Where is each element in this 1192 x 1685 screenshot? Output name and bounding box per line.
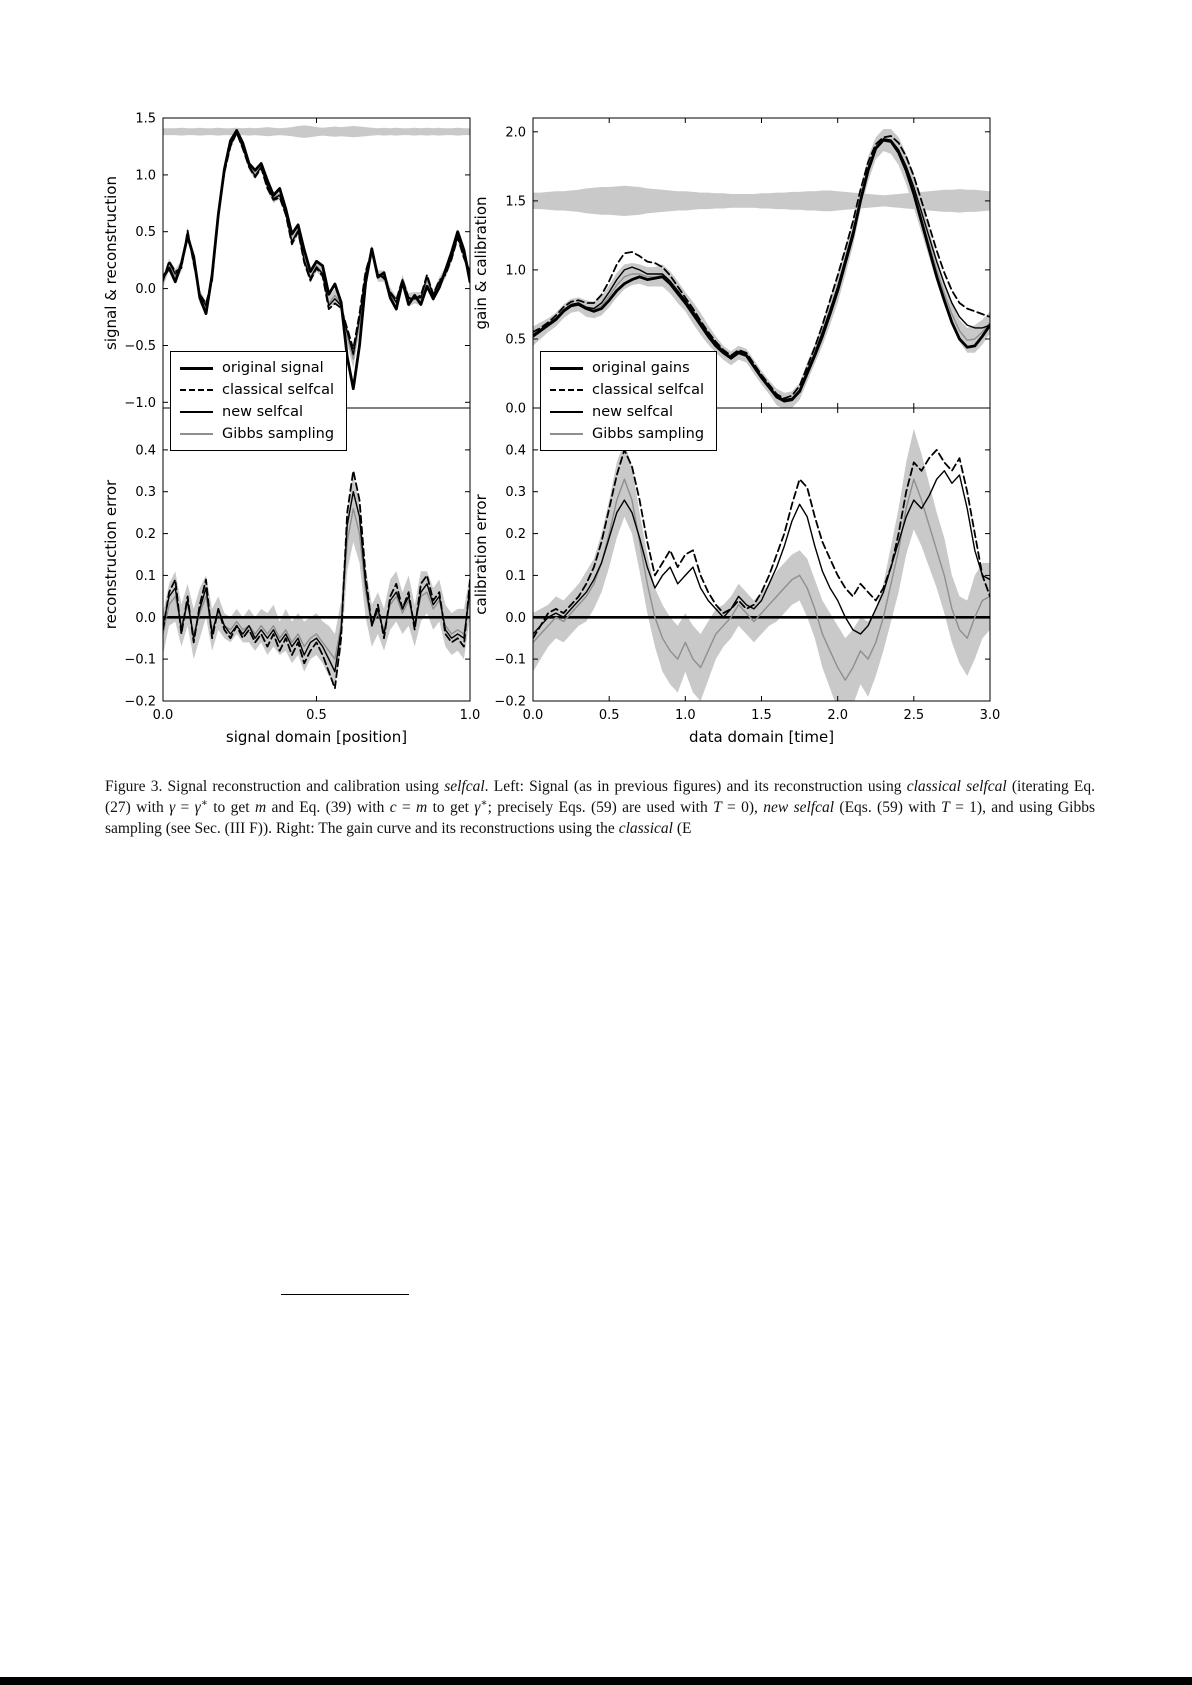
legend-label: original gains [592,360,690,376]
y-tick-label: 0.0 [505,401,526,417]
calibration_error-gibbs-band [533,429,990,722]
legend-signal_reconstruction [170,351,347,451]
reconstruction_error-plot [102,408,480,746]
caption-segment: Figure 3. Signal reconstruction and calibration using [105,777,445,795]
caption-segment: T [713,798,722,816]
legend-line-sample-thin [550,411,583,413]
calibration_error-ylabel: calibration error [472,494,490,615]
x-tick-label: 0.5 [598,708,620,723]
calibration_error-xlabel: data domain [time] [688,728,835,746]
signal_reconstruction-ylabel: signal & reconstruction [102,176,120,350]
caption-segment: new selfcal [763,798,835,816]
caption-segment: classical selfcal [906,777,1007,795]
legend-label: original signal [222,360,324,376]
legend-entry [550,382,704,398]
signal_reconstruction-series-new-selfcal [163,133,470,355]
x-tick-label: 0.0 [522,708,544,723]
y-tick-label: 0.1 [135,568,156,584]
legend-line-sample-dashed [180,389,213,391]
caption-segment: . Left: Signal (as in previous figures) and its reconstruction using [484,777,907,795]
legend-entry [180,426,334,442]
y-tick-label: −0.5 [124,339,156,354]
caption-segment: (iterating Eq. (27) with [105,777,1096,816]
x-tick-label: 0.0 [152,708,174,723]
legend-line-sample-dashed [550,389,583,391]
reconstruction_error-xlabel: signal domain [position] [225,728,408,746]
x-tick-label: 1.0 [459,708,481,723]
calibration_error-plot [472,408,1000,746]
x-tick-label: 3.0 [979,708,1001,723]
y-tick-label: 0.2 [505,527,526,543]
x-tick-label: 2.0 [827,708,849,723]
caption-segment: (Eqs. (59) with [834,798,942,816]
y-tick-label: 0.5 [505,332,526,348]
caption-segment: γ [474,798,481,816]
y-tick-label: −0.1 [124,652,156,668]
legend-line-sample-gray [180,433,213,435]
reconstruction_error-series-classical-selfcal [163,471,470,689]
y-tick-label: 1.0 [135,168,156,184]
y-tick-label: 0.5 [135,225,156,241]
legend-entry [180,382,334,398]
y-tick-label: 0.3 [135,485,156,501]
reconstruction_error-frame [163,408,470,701]
y-tick-label: 0.2 [135,527,156,543]
caption-segment: selfcal [444,777,485,795]
signal_reconstruction-uncertainty-band [163,125,470,137]
caption-segment: and Eq. (39) with [266,798,390,816]
legend-label: Gibbs sampling [222,426,335,442]
signal_reconstruction-series-original-signal [163,131,470,389]
figure-3 [0,0,1192,760]
caption-segment: (E [672,820,692,838]
page-bottom-bar [0,1677,1192,1685]
y-tick-label: 2.0 [505,125,526,141]
legend-label: classical selfcal [592,382,705,398]
caption-segment: c [389,798,397,816]
y-tick-label: −0.2 [494,694,526,710]
legend-entry [550,360,704,376]
legend-line-sample-thick [180,367,213,370]
legend-label: new selfcal [222,404,304,420]
caption-segment: to get [427,798,475,816]
x-tick-label: 1.5 [751,708,772,723]
caption-segment: = 0), [721,798,764,816]
y-tick-label: −0.2 [124,694,156,710]
legend-gain_calibration [540,351,717,451]
caption-segment: to get [207,798,255,816]
caption-segment: = [175,798,195,816]
legend-label: Gibbs sampling [592,426,705,442]
legend-line-sample-thin [180,411,213,413]
y-tick-label: 1.0 [505,263,526,279]
gain_calibration-ylabel: gain & calibration [472,196,490,330]
caption-segment: m [254,798,267,816]
figure-caption [105,776,1095,840]
x-tick-label: 2.5 [903,708,925,723]
reconstruction_error-ylabel: reconstruction error [102,479,120,630]
caption-segment: m [416,798,428,816]
legend-label: new selfcal [592,404,674,420]
y-tick-label: 0.0 [135,282,156,298]
caption-segment: ; precisely Eqs. (59) are used with [487,798,714,816]
y-tick-label: −1.0 [124,395,156,411]
y-tick-label: 0.0 [135,610,156,626]
legend-entry [180,404,334,420]
y-tick-label: 1.5 [135,111,156,127]
caption-segment: γ [194,798,201,816]
legend-entry [550,426,704,442]
x-tick-label: 1.0 [674,708,696,723]
x-tick-label: 0.5 [306,708,327,723]
caption-segment: ∗ [200,797,208,809]
footnote-rule [281,1294,409,1295]
legend-label: classical selfcal [222,382,335,398]
y-tick-label: 0.3 [505,485,526,501]
caption-segment: ∗ [480,797,488,809]
y-tick-label: −0.1 [494,652,526,668]
y-tick-label: 1.5 [505,194,526,210]
y-tick-label: 0.1 [505,568,526,584]
caption-segment: T [941,798,950,816]
caption-segment: = 1), and using Gibbs sampling (see Sec. (III F)). Right: The gain curve and its reconstructions using the [105,798,1095,838]
legend-line-sample-gray [550,433,583,435]
signal_reconstruction-series-classical-selfcal [163,133,470,349]
signal_reconstruction-gibbs-band [163,128,470,368]
y-tick-label: 0.4 [505,443,526,459]
caption-segment: = [396,798,417,816]
caption-segment: γ [169,798,176,816]
signal_reconstruction-series-gibbs-sampling [163,132,470,360]
y-tick-label: 0.0 [505,610,526,626]
legend-line-sample-thick [550,367,583,370]
y-tick-label: 0.4 [135,443,156,459]
legend-entry [550,404,704,420]
caption-segment: classical [618,820,673,838]
legend-entry [180,360,334,376]
